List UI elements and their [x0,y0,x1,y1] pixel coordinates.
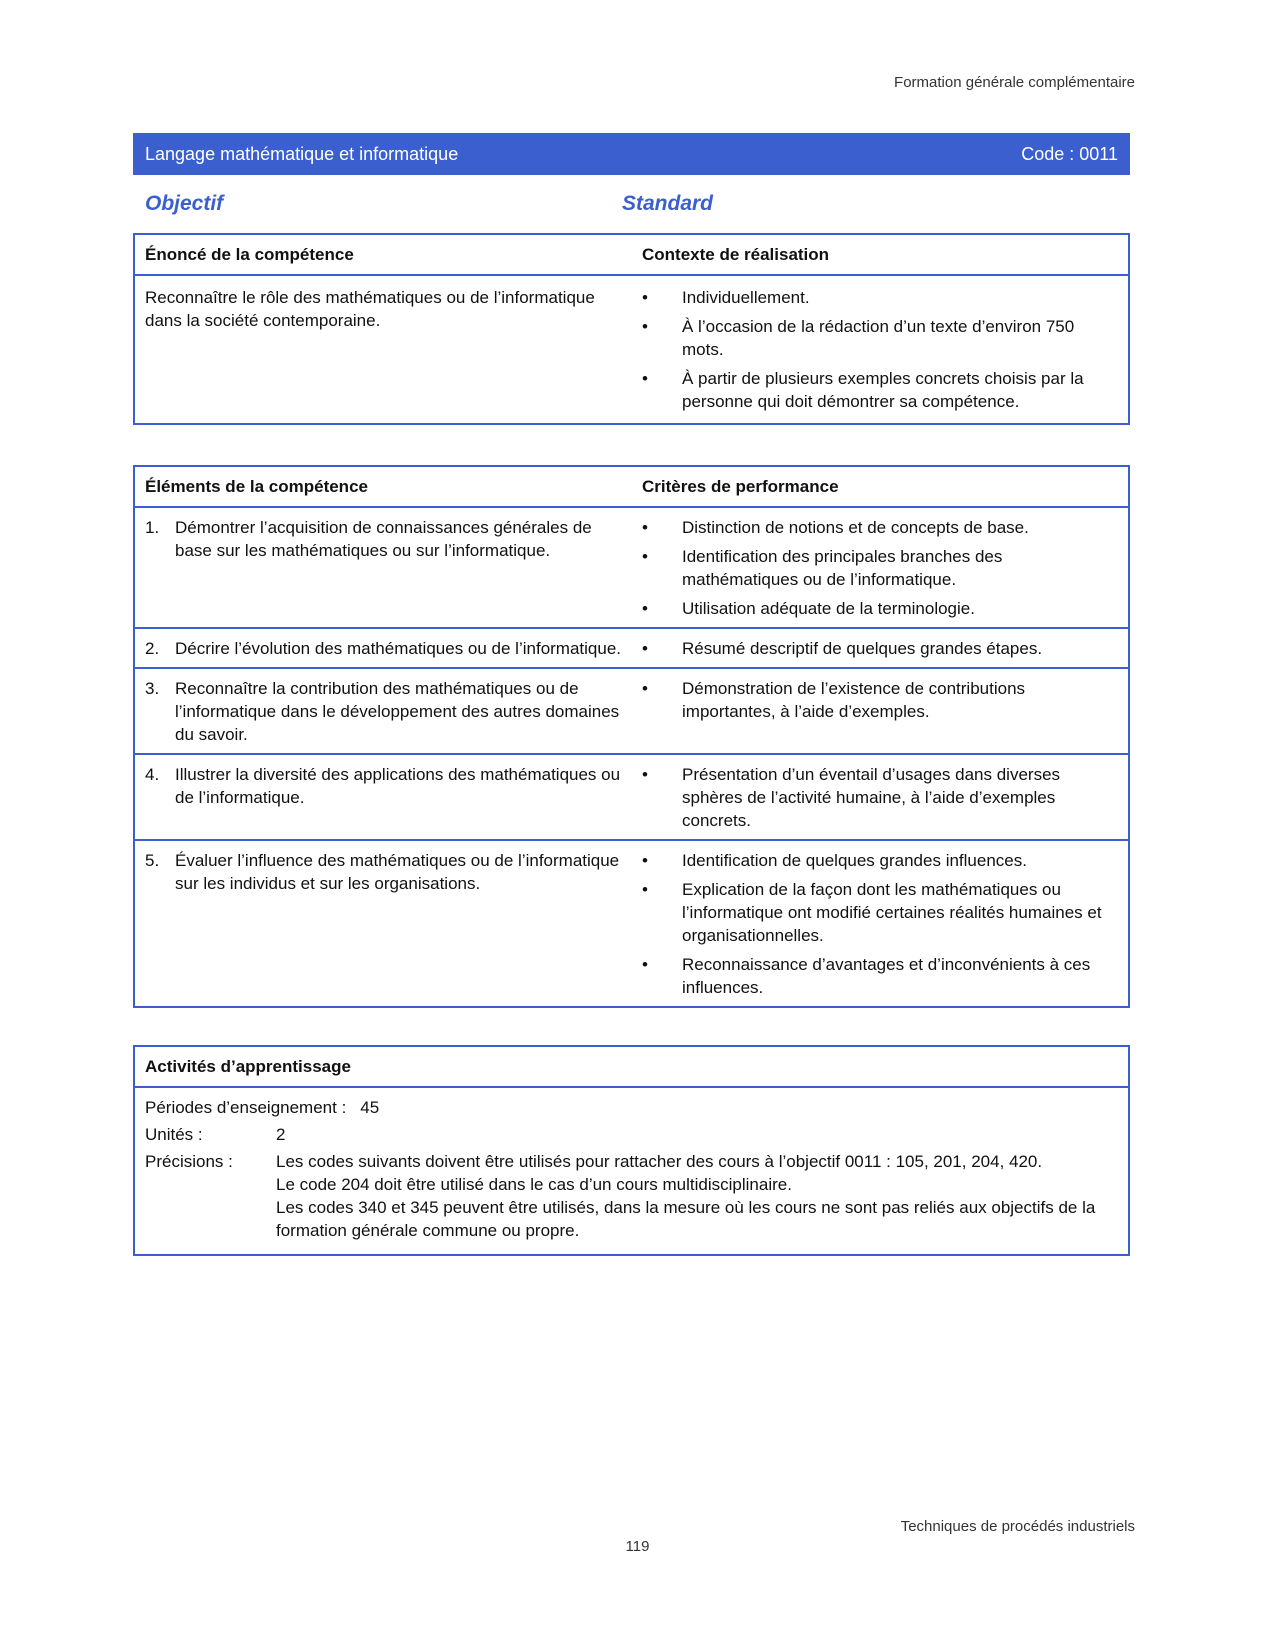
precisions-line [145,1150,1118,1242]
header-enonce: Énoncé de la compétence [145,245,354,264]
criteria-item: • Utilisation adéquate de la terminologie. [642,597,1118,620]
units-label: Unités : [145,1125,203,1144]
precision-item: Les codes suivants doivent être utilisés pour rattacher des cours à l’objectif 0011 : 105, 201, 204, 420. [276,1152,1043,1171]
context-item: • À partir de plusieurs exemples concrets choisis par la personne qui doit démontrer sa compétence. [642,367,1118,413]
header-activites: Activités d’apprentissage [145,1057,351,1076]
activities-box-header [135,1047,1128,1088]
elements-box-header [135,467,1128,508]
footer-program: Techniques de procédés industriels [900,1518,1135,1535]
element-row [135,508,1128,629]
element-text: Évaluer l’influence des mathématiques ou de l’informatique sur les individus et sur les organisations. [175,851,620,893]
heading-objectif: Objectif [145,192,224,215]
activities-box [133,1045,1130,1256]
element-text: Illustrer la diversité des applications des mathématiques ou de l’informatique. [175,765,621,807]
element-row [135,841,1128,1006]
criteria-item: • Explication de la façon dont les mathématiques ou l’informatique ont modifié certaines réalités humaines et organisationnelles. [642,878,1118,947]
context-item: • À l’occasion de la rédaction d’un texte d’environ 750 mots. [642,315,1118,361]
criteria-item: • Présentation d’un éventail d’usages dans diverses sphères de l’activité humaine, à l’aide d’exemples concrets. [642,763,1118,832]
precisions-label: Précisions : [145,1152,233,1171]
title-bar [133,133,1130,175]
competence-box-header [135,235,1128,276]
element-number: 1. [145,518,160,537]
criteria-item: • Identification des principales branches des mathématiques ou de l’informatique. [642,545,1118,591]
periods-label: Périodes d’enseignement : [145,1098,347,1117]
competence-row [135,276,1128,423]
units-line [145,1123,1118,1146]
element-row [135,755,1128,841]
criteria-item: • Reconnaissance d’avantages et d’inconvénients à ces influences. [642,953,1118,999]
page-number: 119 [625,1538,650,1555]
element-number: 5. [145,851,160,870]
element-number: 4. [145,765,160,784]
element-number: 2. [145,639,160,658]
competence-statement: Reconnaître le rôle des mathématiques ou de l’informatique dans la société contemporaine. [145,288,595,330]
element-row [135,669,1128,755]
criteria-list [642,677,1118,746]
criteria-list [642,763,1118,832]
header-elements: Éléments de la compétence [145,477,368,496]
heading-standard: Standard [622,192,714,215]
element-text: Démontrer l’acquisition de connaissances générales de base sur les mathématiques ou sur l’informatique. [175,518,592,560]
periods-value: 45 [360,1098,380,1117]
running-head: Formation générale complémentaire [894,74,1135,91]
element-text: Reconnaître la contribution des mathématiques ou de l’informatique dans le développement des autres domaines du savoir. [175,679,620,744]
criteria-item: • Démonstration de l’existence de contributions importantes, à l’aide d’exemples. [642,677,1118,723]
context-item: • Individuellement. [642,286,1118,309]
element-text: Décrire l’évolution des mathématiques ou de l’informatique. [175,639,622,658]
precision-item: Les codes 340 et 345 peuvent être utilisés, dans la mesure où les cours ne sont pas reliés aux objectifs de la formation générale commune ou propre. [276,1198,1096,1240]
periods-line [145,1096,1118,1119]
element-row [135,629,1128,669]
units-value: 2 [276,1125,286,1144]
criteria-list [642,849,1118,999]
criteria-list [642,516,1118,620]
criteria-item: • Identification de quelques grandes influences. [642,849,1118,872]
title-bar-left: Langage mathématique et informatique [145,143,459,164]
precisions-text [276,1150,1118,1242]
competence-box [133,233,1130,425]
precision-item: Le code 204 doit être utilisé dans le cas d’un cours multidisciplinaire. [276,1175,792,1194]
context-list [642,286,1118,413]
criteria-list [642,637,1118,660]
criteria-item: • Distinction de notions et de concepts de base. [642,516,1118,539]
header-contexte: Contexte de réalisation [642,245,830,264]
elements-box [133,465,1130,1008]
header-criteres: Critères de performance [642,477,839,496]
element-number: 3. [145,679,160,698]
criteria-item: • Résumé descriptif de quelques grandes étapes. [642,637,1118,660]
activities-body [135,1088,1128,1254]
title-bar-code: Code : 0011 [1021,143,1118,164]
